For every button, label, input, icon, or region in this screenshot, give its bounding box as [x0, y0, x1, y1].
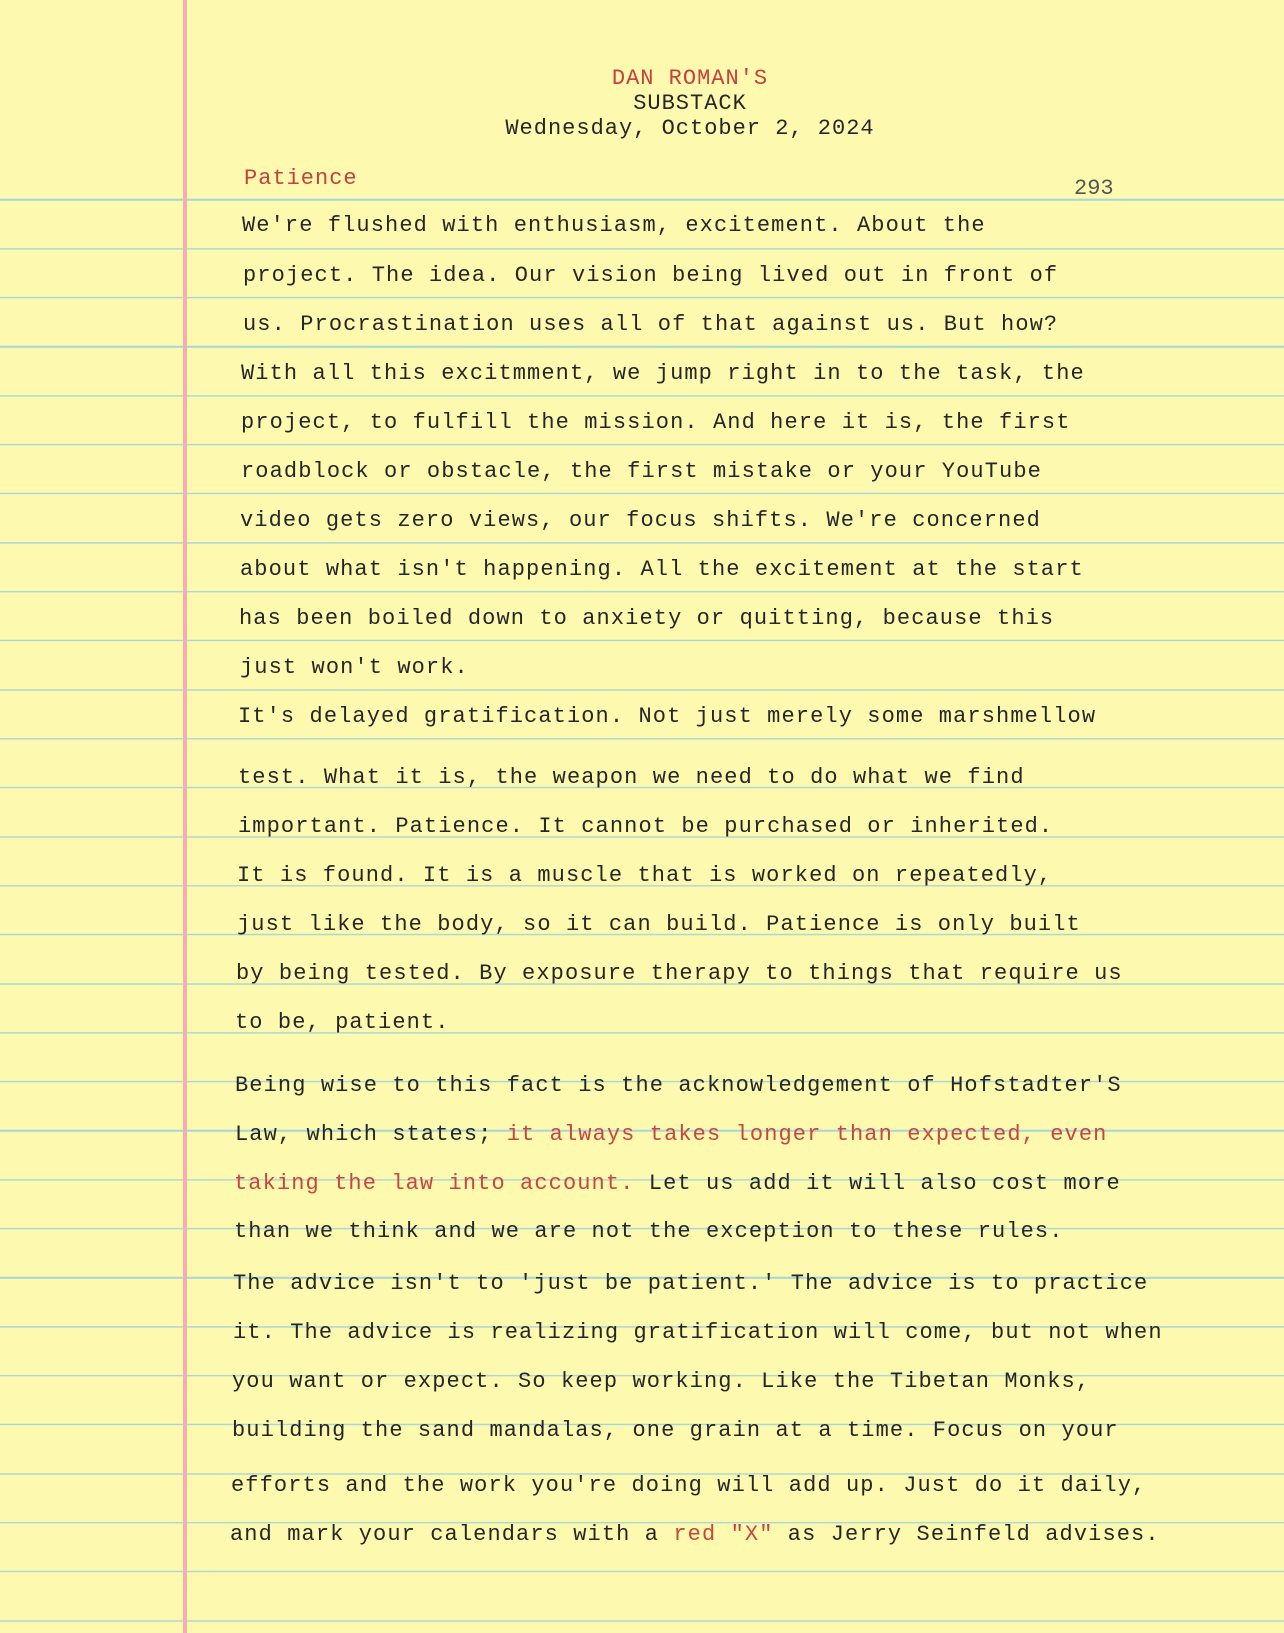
body-line: us. Procrastination uses all of that against us. But how? — [243, 312, 1059, 337]
law-text: Law, which states; — [235, 1122, 507, 1147]
body-line: has been boiled down to anxiety or quitting, because this — [239, 606, 1055, 631]
body-line: It's delayed gratification. Not just merely some marshmellow — [238, 704, 1097, 729]
body-line: Being wise to this fact is the acknowledgement of Hofstadter'S — [235, 1073, 1122, 1098]
header-author: DAN ROMAN'S — [611, 66, 769, 91]
body-line: than we think and we are not the exception to these rules. — [234, 1219, 1064, 1244]
body-line: building the sand mandalas, one grain at a time. Focus on your — [232, 1418, 1119, 1443]
body-line: project, to fulfill the mission. And here it is, the first — [241, 410, 1071, 435]
body-line: roadblock or obstacle, the first mistake or your YouTube — [241, 459, 1042, 484]
law-quote-continued: taking the law into account. — [234, 1171, 635, 1196]
body-line: The advice isn't to 'just be patient.' The advice is to practice — [233, 1271, 1149, 1296]
body-line: it. The advice is realizing gratification will come, but not when — [233, 1320, 1163, 1345]
page-number: 293 — [1074, 176, 1114, 201]
red-x-text: red "X" — [673, 1522, 774, 1547]
body-line: project. The idea. Our vision being lived out in front of — [243, 263, 1059, 288]
body-line: to be, patient. — [235, 1010, 450, 1035]
calendar-text: and mark your calendars with a — [230, 1522, 674, 1547]
seinfeld-text: as Jerry Seinfeld advises. — [773, 1522, 1160, 1547]
body-line: just won't work. — [240, 655, 469, 680]
body-line: video gets zero views, our focus shifts. We're concerned — [240, 508, 1041, 533]
body-line: you want or expect. So keep working. Like the Tibetan Monks, — [232, 1369, 1091, 1394]
body-line-last — [230, 1522, 1160, 1547]
article-title: Patience — [244, 166, 358, 191]
law-after-text: Let us add it will also cost more — [634, 1171, 1121, 1196]
law-quote: it always takes longer than expected, even — [506, 1122, 1108, 1147]
header-publication: SUBSTACK — [633, 91, 747, 116]
body-line-law-continued — [234, 1171, 1121, 1196]
body-line: about what isn't happening. All the excitement at the start — [240, 557, 1084, 582]
body-line: important. Patience. It cannot be purchased or inherited. — [238, 814, 1054, 839]
body-line: efforts and the work you're doing will add up. Just do it daily, — [231, 1473, 1147, 1498]
header-date: Wednesday, October 2, 2024 — [505, 116, 875, 141]
body-line: test. What it is, the weapon we need to do what we find — [238, 765, 1025, 790]
body-line: just like the body, so it can build. Patience is only built — [237, 912, 1081, 937]
body-line-law — [235, 1122, 1107, 1147]
body-line: It is found. It is a muscle that is worked on repeatedly, — [237, 863, 1053, 888]
body-line: by being tested. By exposure therapy to things that require us — [236, 961, 1123, 986]
body-line: With all this excitmment, we jump right in to the task, the — [241, 361, 1085, 386]
body-line: We're flushed with enthusiasm, excitement. About the — [242, 213, 986, 238]
margin-line — [183, 0, 187, 1633]
